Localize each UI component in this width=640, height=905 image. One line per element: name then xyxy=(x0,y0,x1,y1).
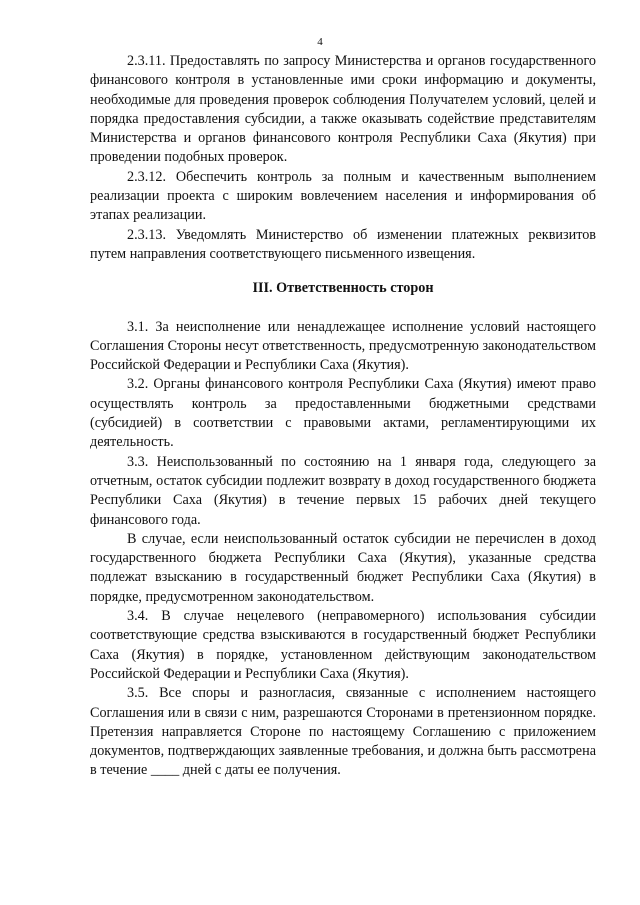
clause-2-3-13: 2.3.13. Уведомлять Министерство об изменении платежных реквизитов путем направления соответствующего письменного извещения. xyxy=(90,226,596,262)
section-heading-responsibility: III. Ответственность сторон xyxy=(252,280,434,297)
clause-3-2: 3.2. Органы финансового контроля Республики Саха (Якутия) имеют право осуществлять контроль за предоставленными бюджетными средствами (субсидией) в соответствии с правовыми актами, регламентирующими их деятельность. xyxy=(90,376,596,451)
clause-3-1: 3.1. За неисполнение или ненадлежащее исполнение условий настоящего Соглашения Стороны несут ответственность, предусмотренную законодательством Российской Федерации и Республики Саха (Якутия). xyxy=(90,318,596,374)
clause-3-3-case: В случае, если неиспользованный остаток субсидии не перечислен в доход государственного бюджета Республики Саха (Якутия), указанные средства подлежат взысканию в государственный бюджет Республики Саха (Якутия) в порядке, предусмотренном законодательством. xyxy=(90,530,596,605)
clause-2-3-11: 2.3.11. Предоставлять по запросу Министерства и органов государственного финансового контроля в установленные ими сроки информацию и документы, необходимые для проведения проверок соблюдения Получателем условий, целей и порядка предоставления субсидии, а также оказывать содействие представителям Министерства и органов финансового контроля Республики Саха (Якутия) при проведении подобных проверок. xyxy=(90,53,596,166)
document-body xyxy=(90,52,596,781)
clause-3-3: 3.3. Неиспользованный по состоянию на 1 января года, следующего за отчетным, остаток субсидии подлежит возврату в доход государственного бюджета Республики Саха (Якутия) в течение первых 15 рабочих дней текущего финансового года. xyxy=(90,453,596,528)
clause-3-5: 3.5. Все споры и разногласия, связанные с исполнением настоящего Соглашения или в связи с ним, разрешаются Сторонами в претензионном порядке. Претензия направляется Стороне по настоящему Соглашению с приложением документов, подтверждающих заявленные требования, и должна быть рассмотрена в течение ____ дней с даты ее получения. xyxy=(90,685,596,779)
clause-2-3-12: 2.3.12. Обеспечить контроль за полным и качественным выполнением реализации проекта с широким вовлечением населения и информирования об этапах реализации. xyxy=(90,168,596,224)
page-number: 4 xyxy=(317,36,323,48)
clause-3-4: 3.4. В случае нецелевого (неправомерного) использования субсидии соответствующие средства взыскиваются в государственный бюджет Республики Саха (Якутия) в порядке, установленном действующим законодательством Российской Федерации и Республики Саха (Якутия). xyxy=(90,608,596,682)
